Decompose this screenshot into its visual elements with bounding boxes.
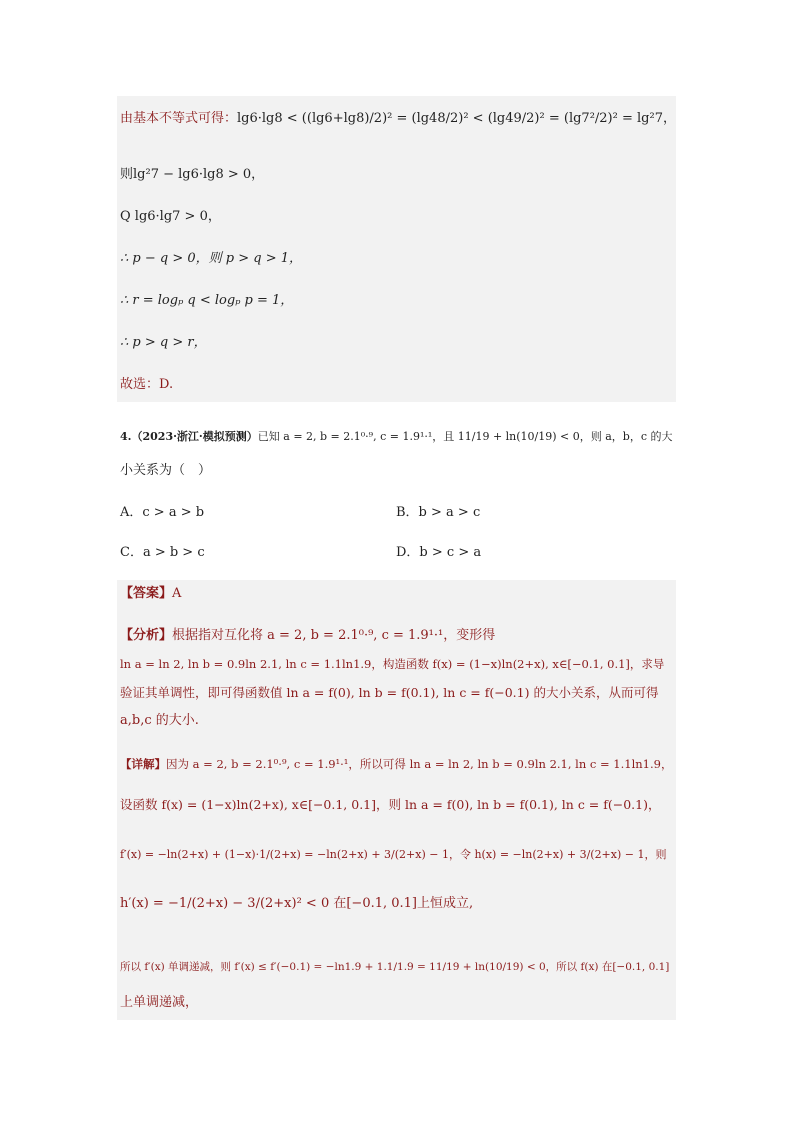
sec1-line-5: ∴ r = logₚ q < logₚ p = 1， xyxy=(120,293,294,308)
sec1-l1-prefix: 由基本不等式可得： xyxy=(120,111,238,126)
analysis-line-2: ln a = ln 2, ln b = 0.9ln 2.1, ln c = 1.1ln1.9，构造函数 f(x) = (1−x)ln(2+x), x∈[−0.1, 0.1]，求导 xyxy=(120,657,665,671)
sec1-line-3: Q lg6·lg7 > 0， xyxy=(120,209,221,224)
detail-line-2: 设函数 f(x) = (1−x)ln(2+x), x∈[−0.1, 0.1]，则 ln a = f(0), ln b = f(0.1), ln c = f(−0.1)， xyxy=(120,797,661,812)
sec1-line-6: ∴ p > q > r， xyxy=(120,335,207,350)
detail-line-6: 上单调递减， xyxy=(120,995,199,1010)
option-d: D．b > c > a xyxy=(396,545,482,560)
detail-line-3: f′(x) = −ln(2+x) + (1−x)·1/(2+x) = −ln(2+x) + 3/(2+x) − 1，令 h(x) = −ln(2+x) + 3/(2+x) − 1，则 xyxy=(120,848,667,861)
question-4-stem xyxy=(120,428,673,446)
option-b: B．b > a > c xyxy=(396,505,481,520)
answer-value: A xyxy=(172,586,182,601)
sec1-line-7: 故选：D. xyxy=(120,377,174,392)
solution-block-1 xyxy=(117,96,676,402)
detail-l1: 因为 a = 2, b = 2.1⁰·⁹, c = 1.9¹·¹，所以可得 ln a = ln 2, ln b = 0.9ln 2.1, ln c = 1.1ln1.9， xyxy=(166,757,673,771)
answer-label: 【答案】 xyxy=(120,586,173,601)
detail-line-4: h′(x) = −1/(2+x) − 3/(2+x)² < 0 在[−0.1, 0.1]上恒成立, xyxy=(120,896,474,911)
detail-label: 【详解】 xyxy=(120,757,166,771)
analysis-label: 【分析】 xyxy=(120,628,173,643)
answer-line xyxy=(120,585,181,603)
sec1-l1-math: lg6·lg8 < ((lg6+lg8)/2)² = (lg48/2)² < (lg49/2)² = (lg7²/2)² = lg²7， xyxy=(237,111,676,126)
detail-line-1 xyxy=(120,755,672,773)
sec1-line-2: 则lg²7 − lg6·lg8 > 0， xyxy=(120,167,265,182)
option-a: A．c > a > b xyxy=(120,505,205,520)
analysis-line-3: 验证其单调性，即可得函数值 ln a = f(0), ln b = f(0.1), ln c = f(−0.1) 的大小关系，从而可得 xyxy=(120,685,659,700)
detail-line-5: 所以 f′(x) 单调递减，则 f′(x) ≤ f′(−0.1) = −ln1.9 + 1.1/1.9 = 11/19 + ln(10/19) < 0，所以 f(x) 在[−0.1, 0.1] xyxy=(120,961,670,973)
sec1-line-1 xyxy=(120,110,676,128)
analysis-l1: 根据指对互化将 a = 2, b = 2.1⁰·⁹, c = 1.9¹·¹，变形得 xyxy=(172,628,496,643)
analysis-line-4: a,b,c 的大小. xyxy=(120,713,199,728)
question-4-stem-2: 小关系为（ ） xyxy=(120,463,212,478)
question-stem-1: 已知 a = 2, b = 2.1⁰·⁹, c = 1.9¹·¹，且 11/19 + ln(10/19) < 0，则 a，b，c 的大 xyxy=(257,430,673,443)
analysis-line-1 xyxy=(120,627,495,645)
sec1-line-4: ∴ p − q > 0，则 p > q > 1， xyxy=(120,251,302,266)
option-c: C．a > b > c xyxy=(120,545,205,560)
question-number: 4. xyxy=(120,430,132,443)
question-source: （2023·浙江·模拟预测） xyxy=(131,430,258,443)
